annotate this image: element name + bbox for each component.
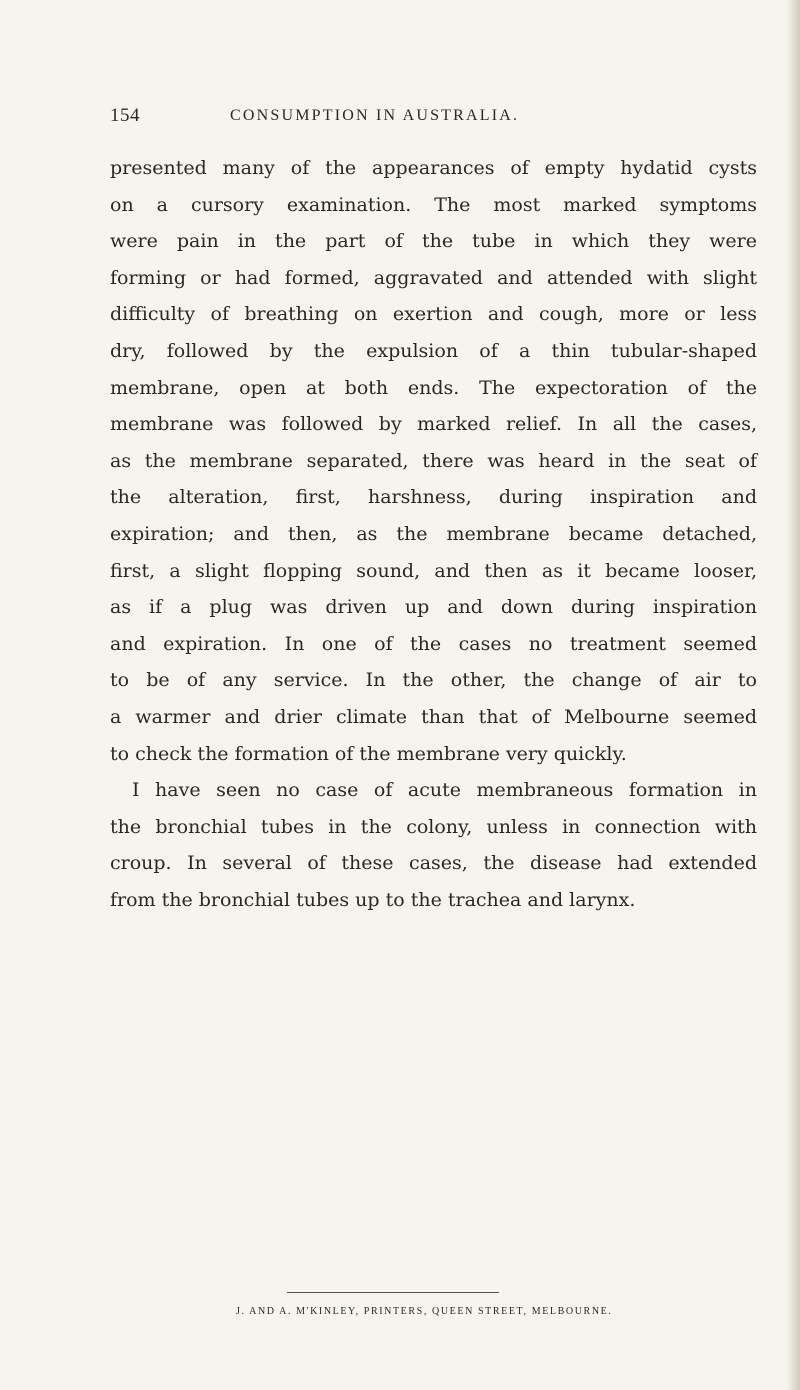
page-edge-shadow [786, 0, 800, 1390]
text-line: expiration; and then, as the membrane became detached, [110, 522, 757, 545]
text-line: presented many of the appearances of empty hydatid cysts [110, 157, 757, 179]
page-header [110, 105, 750, 135]
text-line: membrane was followed by marked relief. In all the cases, [110, 413, 757, 436]
text-line: croup. In several of these cases, the disease had extended [110, 852, 757, 875]
text-line: membrane, open at both ends. The expectoration of the [110, 376, 757, 399]
text-line: as if a plug was driven up and down during inspiration [110, 596, 757, 619]
text-line: I have seen no case of acute membraneous formation in [132, 779, 757, 802]
text-line: from the bronchial tubes up to the trachea and larynx. [110, 888, 636, 911]
text-line: on a cursory examination. The most marked symptoms [110, 193, 757, 216]
text-line: first, a slight flopping sound, and then as it became looser, [110, 559, 757, 582]
text-line: were pain in the part of the tube in which they were [110, 230, 757, 253]
text-line: a warmer and drier climate than that of Melbourne seemed [110, 705, 757, 728]
text-line: the bronchial tubes in the colony, unless in connection with [110, 815, 757, 838]
paragraph-2 [110, 772, 757, 918]
text-line: to check the formation of the membrane very quickly. [110, 742, 627, 765]
running-head: CONSUMPTION IN AUSTRALIA. [230, 107, 520, 124]
text-line: and expiration. In one of the cases no treatment seemed [110, 632, 757, 655]
page-number: 154 [110, 105, 140, 126]
footer-rule [287, 1292, 499, 1293]
paragraph-1 [110, 150, 757, 772]
text-line: to be of any service. In the other, the change of air to [110, 669, 757, 692]
text-line: as the membrane separated, there was heard in the seat of [110, 449, 757, 472]
text-line: difficulty of breathing on exertion and cough, more or less [110, 303, 757, 326]
text-line: the alteration, first, harshness, during inspiration and [110, 486, 757, 509]
body-text [110, 150, 757, 918]
text-line: dry, followed by the expulsion of a thin tubular-shaped [110, 339, 757, 362]
printer-imprint: J. AND A. M'KINLEY, PRINTERS, QUEEN STREET, MELBOURNE. [236, 1306, 613, 1317]
text-line: forming or had formed, aggravated and attended with slight [110, 266, 757, 289]
